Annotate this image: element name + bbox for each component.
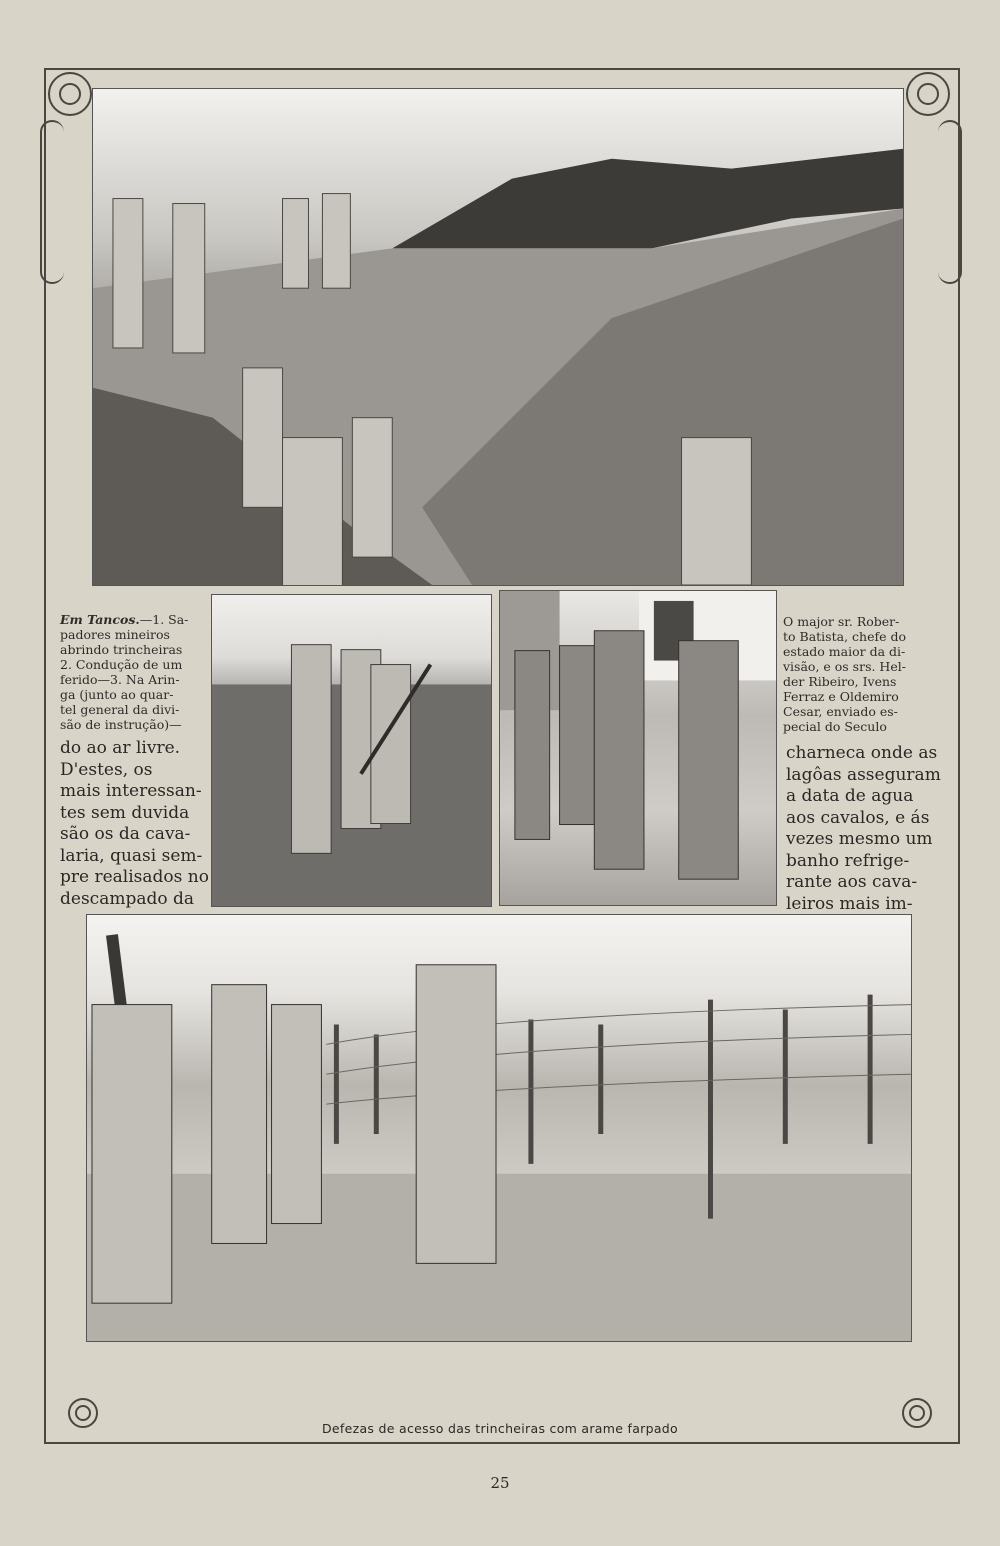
bottom-photo-caption: Defezas de acesso das trincheiras com arame farpado — [322, 1421, 678, 1436]
caption-line: der Ribeiro, Ivens — [783, 674, 897, 689]
caption-line: O major sr. Rober- — [783, 614, 900, 629]
caption-line: pecial do Seculo — [783, 719, 887, 734]
text-line: são os da cava- — [60, 824, 191, 844]
caption-line: —1. Sa- — [139, 612, 189, 627]
caption-photo-officers — [783, 614, 953, 734]
caption-line: tel general da divi- — [60, 702, 180, 717]
text-line: mais interessan- — [60, 781, 202, 801]
corner-ornament-top-right — [906, 72, 950, 116]
text-line: D'estes, os — [60, 759, 153, 780]
caption-photos-left — [60, 612, 202, 732]
body-text-left-column — [60, 738, 209, 910]
text-line: aos cavalos, e ás — [786, 807, 930, 828]
text-line: tes sem duvida — [60, 802, 190, 823]
photo-barbed-wire-defenses — [86, 914, 912, 1342]
text-line: a data de agua — [786, 786, 914, 806]
text-line: vezes mesmo um — [786, 829, 933, 849]
page-number: 25 — [490, 1474, 510, 1492]
body-text-right-column — [786, 743, 954, 915]
text-line: laria, quasi sem- — [60, 845, 203, 866]
text-line: charneca onde as — [786, 743, 938, 763]
text-line: leiros mais im- — [786, 893, 913, 914]
corner-ornament-top-left — [48, 72, 92, 116]
caption-line: visão, e os srs. Hel- — [783, 659, 906, 674]
caption-lead: Em Tancos. — [60, 612, 140, 627]
caption-line: estado maior da di- — [783, 644, 906, 659]
text-line: do ao ar livre. — [60, 738, 181, 758]
frame-ornament-right — [938, 120, 962, 284]
caption-line: ga (junto ao quar- — [60, 687, 174, 702]
photo-sappers-digging-trenches — [92, 88, 904, 586]
text-line: rante aos cava- — [786, 872, 918, 892]
caption-line: to Batista, chefe do — [783, 629, 906, 644]
caption-line: são de instrução)— — [60, 717, 182, 732]
caption-line: padores mineiros — [60, 627, 170, 642]
text-line: pre realisados no — [60, 867, 209, 887]
photo-carrying-wounded — [211, 594, 492, 907]
photo-officers-at-aringa — [499, 590, 777, 906]
caption-line: 2. Condução de um — [60, 657, 183, 672]
text-line: banho refrige- — [786, 850, 910, 871]
caption-line: ferido—3. Na Arin- — [60, 672, 180, 687]
text-line: lagôas asseguram — [786, 764, 941, 785]
frame-ornament-left — [40, 120, 64, 284]
text-line: descampado da — [60, 888, 194, 909]
caption-line: abrindo trincheiras — [60, 642, 183, 657]
caption-line: Ferraz e Oldemiro — [783, 689, 899, 704]
caption-line: Cesar, enviado es- — [783, 704, 898, 719]
